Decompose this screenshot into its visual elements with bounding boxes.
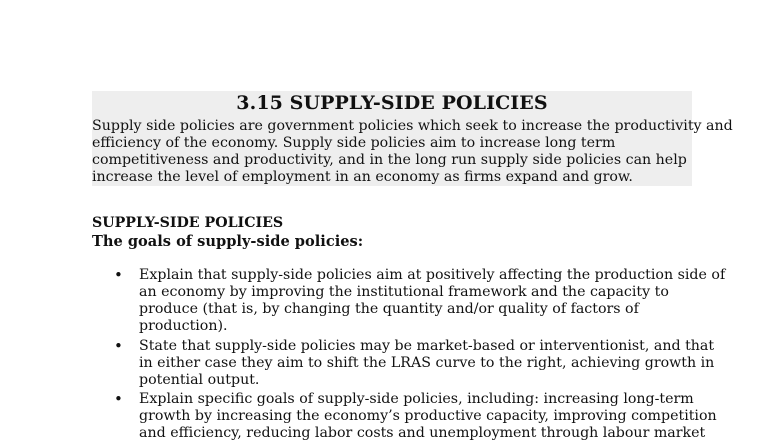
bullet-point-icon: • bbox=[114, 390, 123, 408]
bullet-text-line: in either case they aim to shift the LRAS curve to the right, achieving growth in bbox=[139, 355, 715, 371]
bullet-text-line: an economy by improving the institutional framework and the capacity to bbox=[139, 284, 669, 300]
bullet-point-icon: • bbox=[114, 337, 123, 355]
bullet-text-line: and efficiency, reducing labor costs and unemployment through labour market bbox=[139, 425, 706, 441]
bullet-text-line: Explain specific goals of supply-side policies, including: increasing long-term bbox=[139, 391, 694, 407]
document-title: 3.15 SUPPLY-SIDE POLICIES bbox=[236, 92, 548, 114]
intro-line: efficiency of the economy. Supply side policies aim to increase long term bbox=[92, 135, 616, 151]
section-heading: SUPPLY-SIDE POLICIES bbox=[92, 215, 284, 231]
bullet-text-line: production). bbox=[139, 318, 228, 334]
intro-line: increase the level of employment in an economy as firms expand and grow. bbox=[92, 169, 633, 185]
bullet-text-line: State that supply-side policies may be market-based or interventionist, and that bbox=[139, 338, 715, 354]
bullet-text-line: Explain that supply-side policies aim at positively affecting the production side of bbox=[139, 267, 726, 283]
bullet-text-line: growth by increasing the economy’s productive capacity, improving competition bbox=[139, 408, 717, 424]
goals-heading: The goals of supply-side policies: bbox=[92, 233, 364, 250]
intro-line: Supply side policies are government policies which seek to increase the productivity and bbox=[92, 118, 733, 134]
bullet-text-line: produce (that is, by changing the quantity and/or quality of factors of bbox=[139, 301, 639, 317]
intro-line: competitiveness and productivity, and in the long run supply side policies can help bbox=[92, 152, 687, 168]
bullet-point-icon: • bbox=[114, 266, 123, 284]
bullet-text-line: potential output. bbox=[139, 372, 260, 388]
